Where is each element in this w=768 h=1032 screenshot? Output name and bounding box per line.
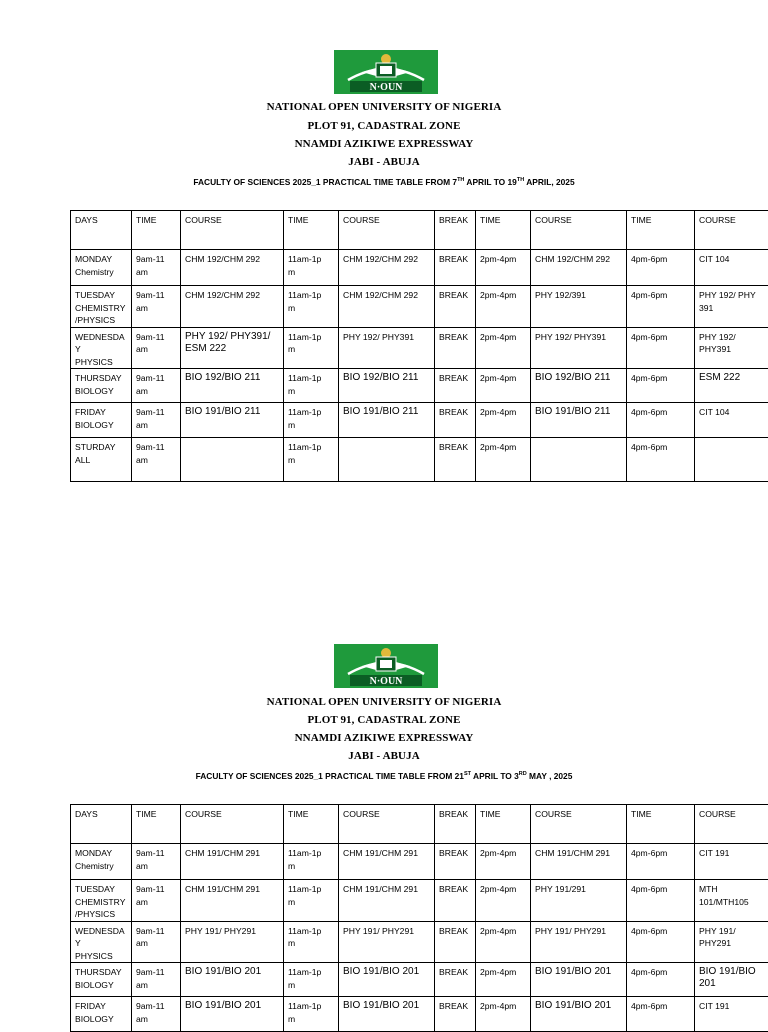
table-cell: CHM 192/CHM 292 [339,250,435,286]
table-cell: BIO 191/BIO 211 [181,403,284,438]
column-header: TIME [284,805,339,844]
table-cell: ESM 222 [695,369,768,403]
table-cell: 4pm-6pm [627,921,695,963]
table-cell: MTH 101/MTH105 [695,880,768,922]
table-row [71,438,768,482]
table-row [71,403,768,438]
table-cell: 4pm-6pm [627,327,695,369]
table-cell: BREAK [435,250,476,286]
table-cell: BIO 191/BIO 211 [531,403,627,438]
header-line-1: NATIONAL OPEN UNIVERSITY OF NIGERIA [0,101,768,113]
table-cell: 11am-1p m [284,963,339,997]
table-cell: 2pm-4pm [476,844,531,880]
table-cell: 9am-11 am [132,438,181,482]
table-cell: MONDAY Chemistry [71,250,132,286]
subtitle-post: APRIL, 2025 [524,177,574,187]
table-row [71,997,768,1032]
table-cell: 9am-11 am [132,250,181,286]
table-cell: PHY 191/ PHY291 [531,921,627,963]
table-cell: CHM 191/CHM 291 [181,880,284,922]
timetable-subtitle [0,771,768,781]
logo-text: N·OUN [370,82,404,93]
table-cell: 4pm-6pm [627,880,695,922]
table-cell: STURDAY ALL [71,438,132,482]
table-cell: 11am-1p m [284,327,339,369]
header-line-1: NATIONAL OPEN UNIVERSITY OF NIGERIA [0,696,768,708]
table-cell: BIO 191/BIO 201 [531,963,627,997]
column-header: TIME [476,805,531,844]
table-cell: PHY 191/291 [531,880,627,922]
table-cell [181,438,284,482]
table-cell: 9am-11 am [132,403,181,438]
table-cell: 2pm-4pm [476,286,531,328]
subtitle-sup-1: ST [464,771,471,777]
column-header: TIME [476,211,531,250]
column-header: COURSE [531,211,627,250]
table-cell: 11am-1p m [284,286,339,328]
table-cell: 9am-11 am [132,844,181,880]
table-cell: 4pm-6pm [627,438,695,482]
table-cell: PHY 191/ PHY291 [181,921,284,963]
subtitle-pre: FACULTY OF SCIENCES 2025_1 PRACTICAL TIME TABLE FROM 21 [196,771,464,781]
table-cell: 9am-11 am [132,880,181,922]
table-cell: CIT 191 [695,997,768,1032]
table-cell: 2pm-4pm [476,880,531,922]
table-cell: BIO 192/BIO 211 [181,369,284,403]
table-cell: PHY 192/ PHY391 [695,327,768,369]
logo-text: N·OUN [370,676,404,687]
table-cell: CHM 192/CHM 292 [181,250,284,286]
table-cell: 4pm-6pm [627,403,695,438]
table-cell: CHM 191/CHM 291 [531,844,627,880]
table-cell: CHM 192/CHM 292 [339,286,435,328]
table-cell: BREAK [435,286,476,328]
table-cell: 4pm-6pm [627,844,695,880]
table-cell: THURSDAY BIOLOGY [71,963,132,997]
subtitle-sup-2: RD [519,771,527,777]
table-row [71,286,768,328]
column-header: COURSE [531,805,627,844]
timetable [70,804,768,1032]
noun-logo [334,644,438,688]
table-cell: 2pm-4pm [476,963,531,997]
table-cell: 11am-1p m [284,921,339,963]
column-header: BREAK [435,211,476,250]
table-cell: CHM 191/CHM 291 [339,844,435,880]
table-cell: PHY 192/ PHY391 [339,327,435,369]
table-cell: CHM 192/CHM 292 [531,250,627,286]
table-cell: WEDNESDA Y PHYSICS [71,921,132,963]
table-cell: BIO 192/BIO 211 [339,369,435,403]
column-header: COURSE [695,805,768,844]
table-cell: 2pm-4pm [476,250,531,286]
table-cell: 11am-1p m [284,403,339,438]
subtitle-mid: APRIL TO 19 [464,177,516,187]
table-cell: 9am-11 am [132,286,181,328]
table-cell: 4pm-6pm [627,250,695,286]
noun-logo [334,50,438,94]
subtitle-sup-1: TH [457,177,464,183]
table-cell: PHY 192/ PHY391 [531,327,627,369]
table-cell [531,438,627,482]
column-header: TIME [627,805,695,844]
table-cell: BIO 191/BIO 201 [181,997,284,1032]
table-cell: BREAK [435,880,476,922]
table-row [71,921,768,963]
column-header: TIME [132,211,181,250]
table-row [71,327,768,369]
table-cell [695,438,768,482]
table-cell: 2pm-4pm [476,997,531,1032]
table-cell: CIT 104 [695,403,768,438]
table-cell [339,438,435,482]
column-header: BREAK [435,805,476,844]
table-cell: PHY 191/ PHY291 [695,921,768,963]
table-cell: CHM 191/CHM 291 [339,880,435,922]
table-cell: 11am-1p m [284,880,339,922]
table-cell: 9am-11 am [132,963,181,997]
table-row [71,963,768,997]
table-cell: 4pm-6pm [627,286,695,328]
table-cell: TUESDAY CHEMISTRY /PHYSICS [71,880,132,922]
column-header: COURSE [339,211,435,250]
column-header: TIME [284,211,339,250]
table-cell: BIO 191/BIO 201 [181,963,284,997]
table-cell: 2pm-4pm [476,327,531,369]
header-line-3: NNAMDI AZIKIWE EXPRESSWAY [0,138,768,150]
header-row [71,211,768,250]
table-row [71,250,768,286]
table-cell: BIO 191/BIO 201 [695,963,768,997]
table-cell: 11am-1p m [284,844,339,880]
table-cell: THURSDAY BIOLOGY [71,369,132,403]
table-cell: 11am-1p m [284,997,339,1032]
subtitle-sup-2: TH [517,177,524,183]
table-row [71,880,768,922]
table-cell: 11am-1p m [284,438,339,482]
header-line-4: JABI - ABUJA [0,156,768,168]
table-cell: PHY 192/ PHY 391 [695,286,768,328]
column-header: DAYS [71,211,132,250]
table-cell: BREAK [435,921,476,963]
table-cell: FRIDAY BIOLOGY [71,997,132,1032]
table-cell: CHM 192/CHM 292 [181,286,284,328]
subtitle-post: MAY , 2025 [527,771,573,781]
column-header: DAYS [71,805,132,844]
column-header: TIME [627,211,695,250]
table-cell: BREAK [435,438,476,482]
table-cell: PHY 191/ PHY291 [339,921,435,963]
table-row [71,844,768,880]
table-cell: PHY 192/ PHY391/ ESM 222 [181,327,284,369]
table-cell: BIO 191/BIO 211 [339,403,435,438]
column-header: COURSE [181,211,284,250]
table-cell: TUESDAY CHEMISTRY /PHYSICS [71,286,132,328]
header-row [71,805,768,844]
table-cell: 4pm-6pm [627,369,695,403]
table-cell: BREAK [435,327,476,369]
table-cell: 11am-1p m [284,369,339,403]
table-cell: BREAK [435,369,476,403]
table-cell: BREAK [435,997,476,1032]
table-cell: 2pm-4pm [476,921,531,963]
table-cell: CIT 104 [695,250,768,286]
table-cell: BREAK [435,963,476,997]
table-cell: MONDAY Chemistry [71,844,132,880]
table-cell: BIO 192/BIO 211 [531,369,627,403]
table-cell: WEDNESDA Y PHYSICS [71,327,132,369]
table-cell: 4pm-6pm [627,963,695,997]
table-cell: 9am-11 am [132,921,181,963]
table-cell: BREAK [435,844,476,880]
table-cell: 9am-11 am [132,997,181,1032]
column-header: COURSE [695,211,768,250]
table-row [71,369,768,403]
table-cell: CHM 191/CHM 291 [181,844,284,880]
subtitle-mid: APRIL TO 3 [471,771,519,781]
table-cell: 2pm-4pm [476,403,531,438]
table-cell: CIT 191 [695,844,768,880]
table-cell: PHY 192/391 [531,286,627,328]
table-cell: 11am-1p m [284,250,339,286]
header-line-2: PLOT 91, CADASTRAL ZONE [0,120,768,132]
table-cell: 2pm-4pm [476,438,531,482]
table-cell: 9am-11 am [132,327,181,369]
table-cell: 9am-11 am [132,369,181,403]
timetable-subtitle [0,177,768,187]
header-line-2: PLOT 91, CADASTRAL ZONE [0,714,768,726]
table-cell: 2pm-4pm [476,369,531,403]
table-cell: BREAK [435,403,476,438]
table-cell: BIO 191/BIO 201 [339,997,435,1032]
column-header: COURSE [339,805,435,844]
table-cell: BIO 191/BIO 201 [531,997,627,1032]
table-cell: FRIDAY BIOLOGY [71,403,132,438]
table-cell: 4pm-6pm [627,997,695,1032]
column-header: TIME [132,805,181,844]
table-cell: BIO 191/BIO 201 [339,963,435,997]
subtitle-pre: FACULTY OF SCIENCES 2025_1 PRACTICAL TIME TABLE FROM 7 [193,177,457,187]
column-header: COURSE [181,805,284,844]
timetable [70,210,768,482]
header-line-3: NNAMDI AZIKIWE EXPRESSWAY [0,732,768,744]
header-line-4: JABI - ABUJA [0,750,768,762]
